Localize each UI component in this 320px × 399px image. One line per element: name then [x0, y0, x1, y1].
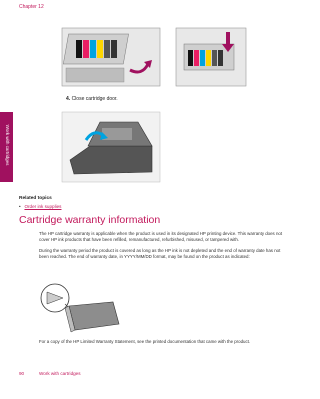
step-number: 4. [66, 96, 71, 102]
order-ink-supplies-link[interactable]: Order ink supplies [24, 204, 62, 209]
cartridge-warranty-illustration [39, 272, 123, 334]
section-heading: Cartridge warranty information [19, 214, 161, 226]
cartridge-illustration-right [174, 26, 248, 88]
warranty-paragraph-2: During the warranty period the product is covered as long as the HP ink is not depleted and the end of warranty date has not been reached. The end of warranty date, in YYYY/MM/DD format, may be found on the product as indicated: [39, 248, 281, 260]
side-tab-label: Work with cartridges [5, 124, 10, 166]
step-text: Close cartridge door. [71, 96, 118, 102]
page-number: 90 [19, 371, 25, 376]
printer-close-door-illustration [60, 110, 162, 184]
cartridge-illustration-left [60, 26, 162, 88]
related-topics-title: Related topics [19, 196, 52, 201]
bullet: • [19, 204, 21, 209]
chapter-label: Chapter 12 [19, 4, 44, 10]
step-4 [66, 96, 118, 102]
warranty-paragraph-1: The HP cartridge warranty is applicable when the product is used in its designated HP printing device. This warranty does not cover HP ink products that have been refilled, remanufactured, refurbished, misused, or tampered with. [39, 231, 283, 243]
related-topic-item [19, 204, 61, 209]
footer-section-title: Work with cartridges [39, 371, 81, 376]
warranty-paragraph-3: For a copy of the HP Limited Warranty Statement, see the printed documentation that came with the product. [39, 339, 251, 344]
